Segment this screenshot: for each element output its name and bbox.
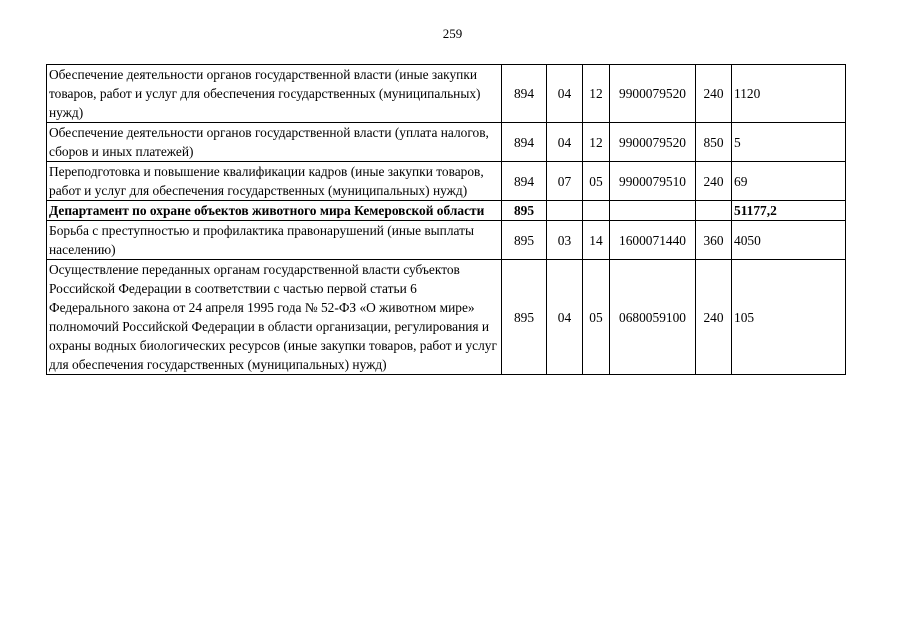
expense-type-cell: 240 (696, 260, 732, 375)
section-cell: 07 (547, 162, 583, 201)
grbs-cell: 895 (502, 260, 547, 375)
row-name-cell: Департамент по охране объектов животного мира Кемеровской области (47, 201, 502, 221)
subsection-cell (583, 201, 610, 221)
grbs-cell: 895 (502, 201, 547, 221)
row-name-cell: Обеспечение деятельности органов государственной власти (уплата налогов, сборов и иных платежей) (47, 123, 502, 162)
subsection-cell: 14 (583, 221, 610, 260)
target-item-cell: 9900079510 (610, 162, 696, 201)
amount-cell: 4050 (732, 221, 846, 260)
subsection-cell: 05 (583, 260, 610, 375)
amount-cell: 5 (732, 123, 846, 162)
target-item-cell: 1600071440 (610, 221, 696, 260)
amount-cell: 69 (732, 162, 846, 201)
table-row-department (47, 201, 846, 221)
section-cell: 04 (547, 260, 583, 375)
section-cell (547, 201, 583, 221)
table-row (47, 260, 846, 375)
table-row (47, 162, 846, 201)
subsection-cell: 12 (583, 65, 610, 123)
expense-type-cell: 360 (696, 221, 732, 260)
grbs-cell: 894 (502, 123, 547, 162)
amount-cell: 1120 (732, 65, 846, 123)
expense-type-cell (696, 201, 732, 221)
expense-type-cell: 240 (696, 65, 732, 123)
target-item-cell: 9900079520 (610, 123, 696, 162)
target-item-cell: 9900079520 (610, 65, 696, 123)
amount-cell: 105 (732, 260, 846, 375)
table-row (47, 221, 846, 260)
page-number: 259 (442, 26, 463, 41)
section-cell: 04 (547, 65, 583, 123)
target-item-cell: 0680059100 (610, 260, 696, 375)
grbs-cell: 895 (502, 221, 547, 260)
row-name-cell: Переподготовка и повышение квалификации кадров (иные закупки товаров, работ и услуг для обеспечения государственных (муниципальных) нужд) (47, 162, 502, 201)
table-row (47, 65, 846, 123)
amount-cell: 51177,2 (732, 201, 846, 221)
budget-table (46, 64, 846, 375)
grbs-cell: 894 (502, 65, 547, 123)
target-item-cell (610, 201, 696, 221)
row-name-cell: Борьба с преступностью и профилактика правонарушений (иные выплаты населению) (47, 221, 502, 260)
expense-type-cell: 850 (696, 123, 732, 162)
section-cell: 03 (547, 221, 583, 260)
row-name-cell: Осуществление переданных органам государственной власти субъектов Российской Федерации в соответствии с частью первой статьи 6 Федерального закона от 24 апреля 1995 года № 52-ФЗ «О животном мире» полномочий Российской Федерации в области организации, регулирования и охраны водных биологических ресурсов (иные закупки товаров, работ и услуг для обеспечения государственных (муниципальных) нужд) (47, 260, 502, 375)
grbs-cell: 894 (502, 162, 547, 201)
expense-type-cell: 240 (696, 162, 732, 201)
subsection-cell: 05 (583, 162, 610, 201)
row-name-cell: Обеспечение деятельности органов государственной власти (иные закупки товаров, работ и услуг для обеспечения государственных (муниципальных) нужд) (47, 65, 502, 123)
table-row (47, 123, 846, 162)
subsection-cell: 12 (583, 123, 610, 162)
section-cell: 04 (547, 123, 583, 162)
